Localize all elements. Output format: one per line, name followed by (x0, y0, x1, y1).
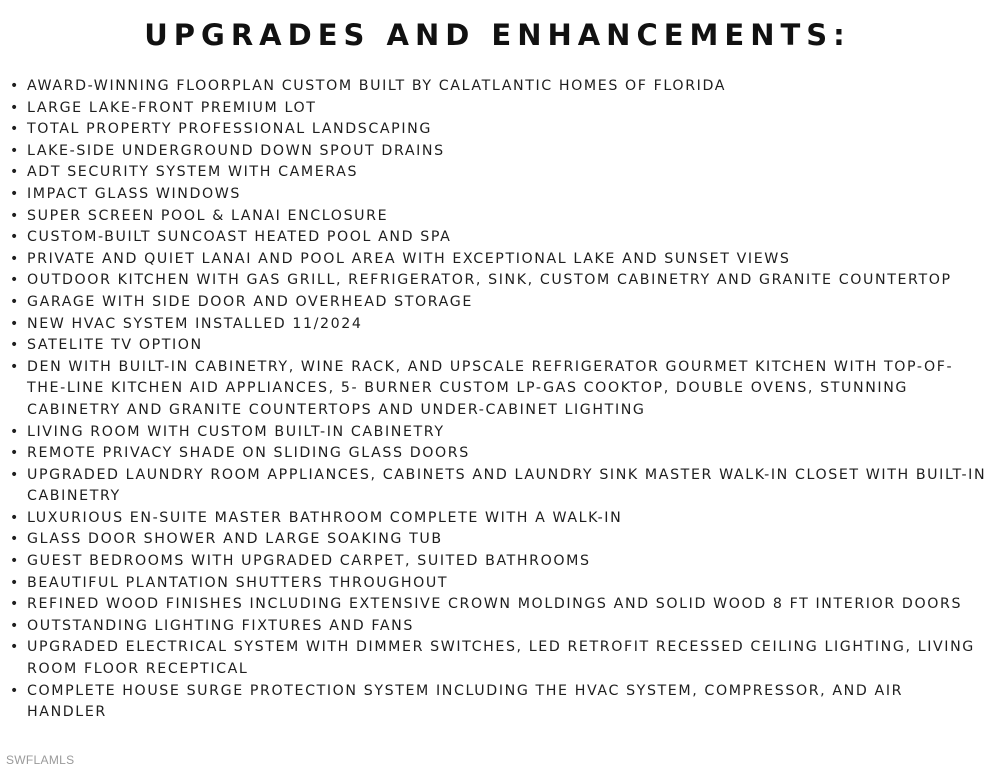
list-item (10, 465, 988, 508)
list-item (10, 184, 988, 206)
bullet-icon: • (10, 574, 20, 591)
list-item-text: COMPLETE HOUSE SURGE PROTECTION SYSTEM INCLUDING THE HVAC SYSTEM, COMPRESSOR, AND AIR HANDLER (27, 682, 904, 721)
list-item-text: CUSTOM-BUILT SUNCOAST HEATED POOL AND SPA (27, 229, 452, 246)
bullet-icon: • (10, 121, 20, 138)
list-item (10, 443, 988, 465)
list-item (10, 637, 988, 680)
bullet-icon: • (10, 617, 20, 634)
list-item-text: NEW HVAC SYSTEM INSTALLED 11/2024 (27, 315, 363, 332)
bullet-icon: • (10, 445, 20, 462)
list-item (10, 206, 988, 228)
list-item (10, 98, 988, 120)
list-item (10, 76, 988, 98)
bullet-icon: • (10, 229, 20, 246)
bullet-icon: • (10, 553, 20, 570)
bullet-icon: • (10, 423, 20, 440)
list-item-text: UPGRADED ELECTRICAL SYSTEM WITH DIMMER SWITCHES, LED RETROFIT RECESSED CEILING LIGHTING, LIVING ROOM FLOOR RECEPTICAL (27, 639, 975, 678)
bullet-icon: • (10, 596, 20, 613)
list-item-text: LARGE LAKE-FRONT PREMIUM LOT (27, 99, 317, 116)
list-item-text: GLASS DOOR SHOWER AND LARGE SOAKING TUB (27, 531, 443, 548)
list-item (10, 335, 988, 357)
bullet-icon: • (10, 185, 20, 202)
bullet-icon: • (10, 531, 20, 548)
list-item (10, 119, 988, 141)
list-item-text: OUTSTANDING LIGHTING FIXTURES AND FANS (27, 617, 414, 634)
bullet-icon: • (10, 142, 20, 159)
list-item-text: SUPER SCREEN POOL & LANAI ENCLOSURE (27, 207, 389, 224)
bullet-icon: • (10, 337, 20, 354)
list-item (10, 616, 988, 638)
list-item-text: TOTAL PROPERTY PROFESSIONAL LANDSCAPING (27, 121, 432, 138)
list-item-text: GARAGE WITH SIDE DOOR AND OVERHEAD STORAGE (27, 293, 473, 310)
list-item (10, 573, 988, 595)
bullet-icon: • (10, 78, 20, 94)
list-item (10, 162, 988, 184)
list-item-text: GUEST BEDROOMS WITH UPGRADED CARPET, SUITED BATHROOMS (27, 553, 591, 570)
list-item (10, 292, 988, 314)
bullet-icon: • (10, 466, 20, 483)
list-item (10, 249, 988, 271)
list-item-text: LIVING ROOM WITH CUSTOM BUILT-IN CABINETRY (27, 423, 445, 440)
list-item (10, 141, 988, 163)
bullet-icon: • (10, 315, 20, 332)
list-item-text: SATELITE TV OPTION (27, 337, 203, 354)
bullet-icon: • (10, 682, 20, 699)
bullet-icon: • (10, 207, 20, 224)
list-item-text: AWARD-WINNING FLOORPLAN CUSTOM BUILT BY CALATLANTIC HOMES OF FLORIDA (27, 78, 727, 94)
list-item-text: ADT SECURITY SYSTEM WITH CAMERAS (27, 164, 359, 181)
list-item-text: DEN WITH BUILT-IN CABINETRY, WINE RACK, AND UPSCALE REFRIGERATOR GOURMET KITCHEN WITH TOP-OF-THE-LINE KITCHEN AID APPLIANCES, 5- BURNER CUSTOM LP-GAS COOKTOP, DOUBLE OVENS, STUNNING CABINETRY AND GRANITE COUNTERTOPS AND UNDER-CABINET LIGHTING (27, 358, 954, 418)
bullet-icon: • (10, 358, 20, 375)
list-item-text: OUTDOOR KITCHEN WITH GAS GRILL, REFRIGERATOR, SINK, CUSTOM CABINETRY AND GRANITE COUNTERTOP (27, 272, 952, 289)
features-list (10, 76, 988, 724)
bullet-icon: • (10, 272, 20, 289)
bullet-icon: • (10, 164, 20, 181)
list-item-text: LAKE-SIDE UNDERGROUND DOWN SPOUT DRAINS (27, 142, 445, 159)
list-item-text: BEAUTIFUL PLANTATION SHUTTERS THROUGHOUT (27, 574, 449, 591)
watermark-text: SWFLAMLS (6, 753, 75, 767)
list-item (10, 681, 988, 724)
list-item-text: PRIVATE AND QUIET LANAI AND POOL AREA WITH EXCEPTIONAL LAKE AND SUNSET VIEWS (27, 250, 791, 267)
bullet-icon: • (10, 509, 20, 526)
list-item (10, 508, 988, 530)
page-title: UPGRADES AND ENHANCEMENTS: (144, 18, 851, 52)
bullet-icon: • (10, 250, 20, 267)
list-item (10, 422, 988, 444)
list-item-text: IMPACT GLASS WINDOWS (27, 185, 242, 202)
bullet-icon: • (10, 99, 20, 116)
list-item-text: UPGRADED LAUNDRY ROOM APPLIANCES, CABINETS AND LAUNDRY SINK MASTER WALK-IN CLOSET WITH BUILT-IN CABINETRY (27, 466, 987, 505)
list-item (10, 314, 988, 336)
bullet-icon: • (10, 639, 20, 656)
list-item-text: REFINED WOOD FINISHES INCLUDING EXTENSIVE CROWN MOLDINGS AND SOLID WOOD 8 FT INTERIOR DOORS (27, 596, 963, 613)
list-item (10, 529, 988, 551)
list-item-text: LUXURIOUS EN-SUITE MASTER BATHROOM COMPLETE WITH A WALK-IN (27, 509, 623, 526)
bullet-icon: • (10, 293, 20, 310)
list-item (10, 551, 988, 573)
list-item (10, 227, 988, 249)
list-item-text: REMOTE PRIVACY SHADE ON SLIDING GLASS DOORS (27, 445, 470, 462)
list-item (10, 594, 988, 616)
list-item (10, 357, 988, 422)
list-item (10, 270, 988, 292)
